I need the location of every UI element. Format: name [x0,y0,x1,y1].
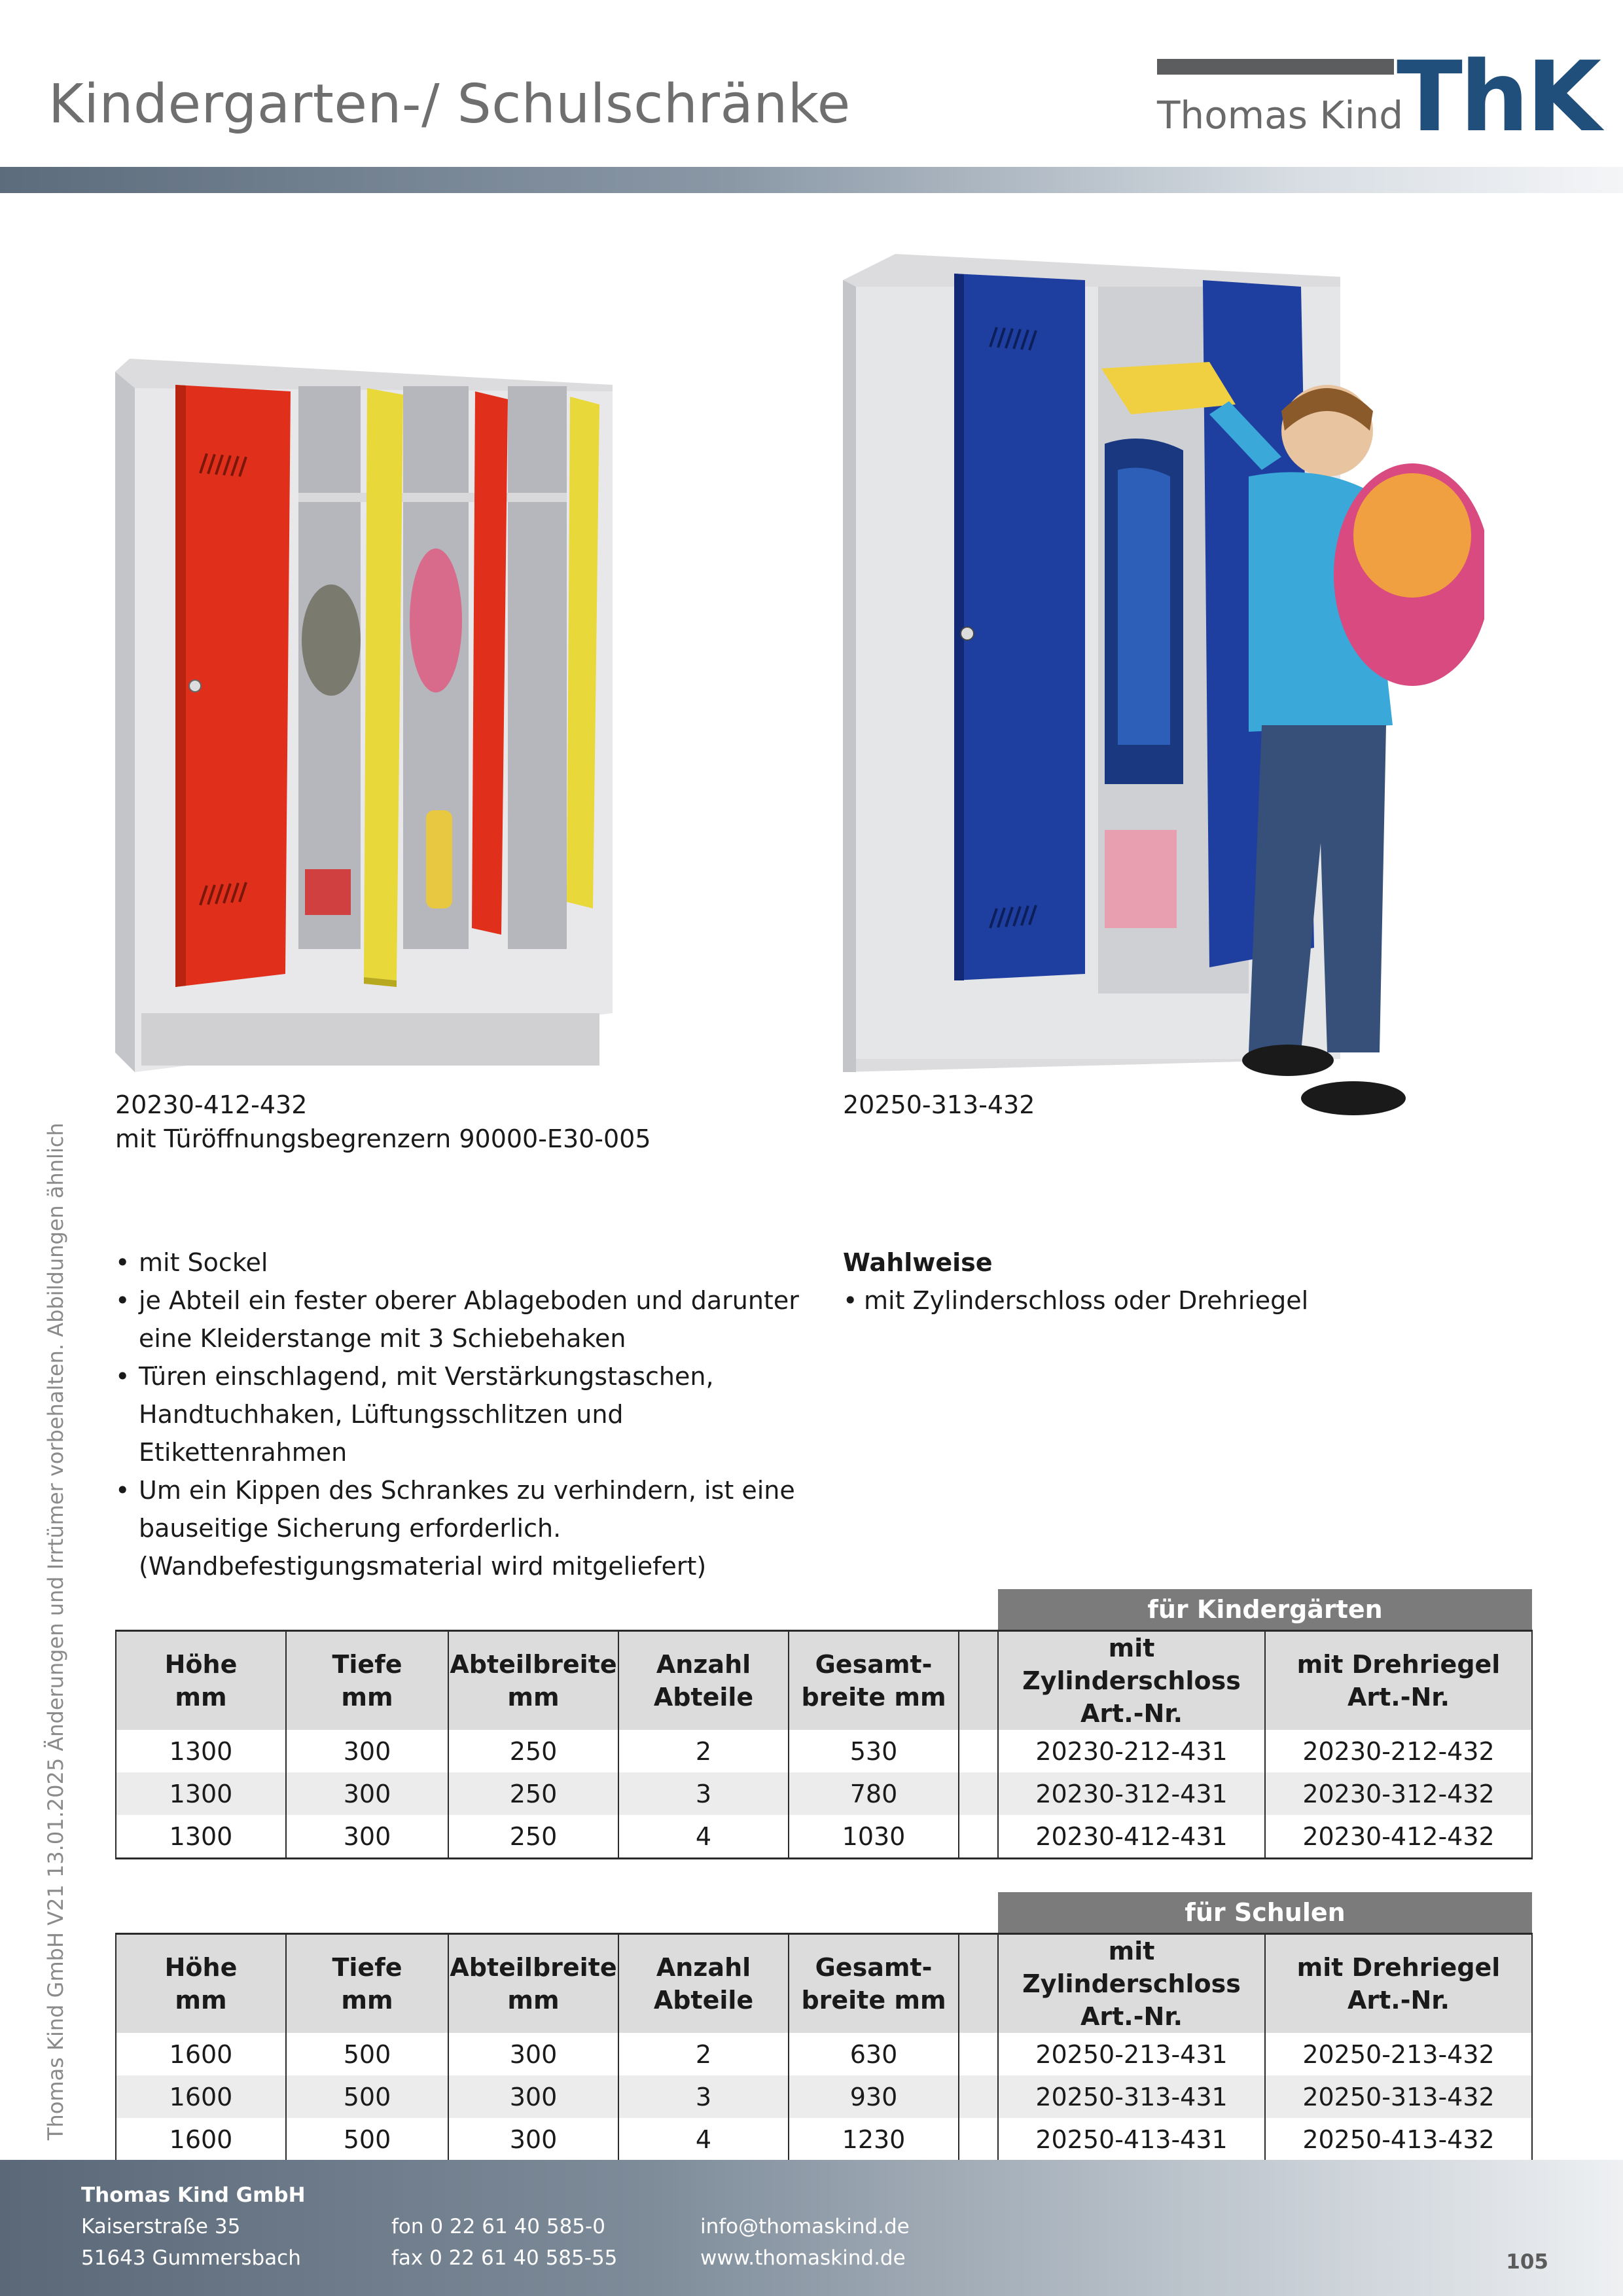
col-drehriegel: mit Drehriegel Art.-Nr. [1265,1631,1532,1731]
logo-mark: ThK [1397,41,1599,153]
product-1-article: 20230-412-432 [115,1090,308,1119]
col-hoehe: Höhe mm [116,1934,286,2034]
feature-item: • je Abteil ein fester oberer Ablageboden und darunter eine Kleiderstange mit 3 Schiebehaken [115,1282,809,1357]
footer-web-link[interactable]: www.thomaskind.de [700,2246,906,2270]
footer [0,2160,1623,2296]
options-block [843,1244,1308,1319]
product-caption-2 [843,1088,1035,1122]
col-gesamtbreite: Gesamt- breite mm [789,1631,959,1731]
col-tiefe: Tiefe mm [286,1631,448,1731]
col-gesamtbreite: Gesamt- breite mm [789,1934,959,2034]
col-tiefe: Tiefe mm [286,1934,448,2034]
footer-phone: fon 0 22 61 40 585-0 [391,2215,605,2238]
footer-fax: fax 0 22 61 40 585-55 [391,2246,618,2270]
options-heading: Wahlweise [843,1248,993,1277]
page-number: 105 [1506,2250,1548,2274]
col-anzahl: Anzahl Abteile [618,1631,789,1731]
product-caption-1 [115,1088,651,1156]
col-abteilbreite: Abteilbreite mm [448,1934,618,2034]
option-item: • mit Zylinderschloss oder Drehriegel [843,1282,1308,1319]
feature-item: • mit Sockel [115,1244,809,1282]
col-anzahl: Anzahl Abteile [618,1934,789,2034]
col-drehriegel: mit Drehriegel Art.-Nr. [1265,1934,1532,2034]
col-abteilbreite: Abteilbreite mm [448,1631,618,1731]
header-band [0,167,1623,193]
side-note: Thomas Kind GmbH V21 13.01.2025 Änderungen und Irrtümer vorbehalten. Abbildungen ähnlich [43,1122,68,2140]
school-locker-image [843,254,1484,1131]
table-row: 1600 500 300 4 1230 20250-413-431 20250-413-432 [116,2118,1532,2162]
footer-contact-block [700,2211,910,2274]
footer-email-link[interactable]: info@thomaskind.de [700,2215,910,2238]
feature-item: • Um ein Kippen des Schrankes zu verhindern, ist eine bauseitige Sicherung erforderlich. (Wandbefestigungsmaterial wird mitgeliefert) [115,1471,809,1585]
col-spacer [959,1631,998,1731]
footer-city: 51643 Gummersbach [81,2246,301,2270]
footer-address [81,2179,306,2274]
table-row: 1300 300 250 2 530 20230-212-431 20230-212-432 [116,1730,1532,1772]
group-label: für Kindergärten [998,1589,1532,1631]
table-row: 1600 500 300 2 630 20250-213-431 20250-213-432 [116,2033,1532,2075]
feature-list [115,1244,809,1585]
logo-bar [1157,59,1394,75]
product-1-note: mit Türöffnungsbegrenzern 90000-E30-005 [115,1124,651,1153]
footer-street: Kaiserstraße 35 [81,2215,241,2238]
footer-phone-block [391,2211,617,2274]
col-zylinderschloss: mit Zylinderschloss Art.-Nr. [998,1934,1265,2034]
table-row: 1300 300 250 4 1030 20230-412-431 20230-412-432 [116,1815,1532,1859]
spec-table-kindergarten [115,1589,1533,1859]
page-title: Kindergarten-/ Schulschränke [48,73,851,135]
kindergarten-locker-image [115,359,613,1072]
product-2-article: 20250-313-432 [843,1090,1035,1119]
group-label: für Schulen [998,1892,1532,1934]
col-spacer [959,1934,998,2034]
col-zylinderschloss: mit Zylinderschloss Art.-Nr. [998,1631,1265,1731]
table-row: 1600 500 300 3 930 20250-313-431 20250-313-432 [116,2075,1532,2118]
feature-item: • Türen einschlagend, mit Verstärkungstaschen, Handtuchhaken, Lüftungsschlitzen und Etikettenrahmen [115,1357,809,1471]
company-logo [1157,41,1599,153]
col-hoehe: Höhe mm [116,1631,286,1731]
logo-name: Thomas Kind [1157,93,1404,137]
footer-company: Thomas Kind GmbH [81,2183,306,2207]
table-row: 1300 300 250 3 780 20230-312-431 20230-312-432 [116,1772,1532,1815]
spec-table-schools [115,1892,1533,2162]
